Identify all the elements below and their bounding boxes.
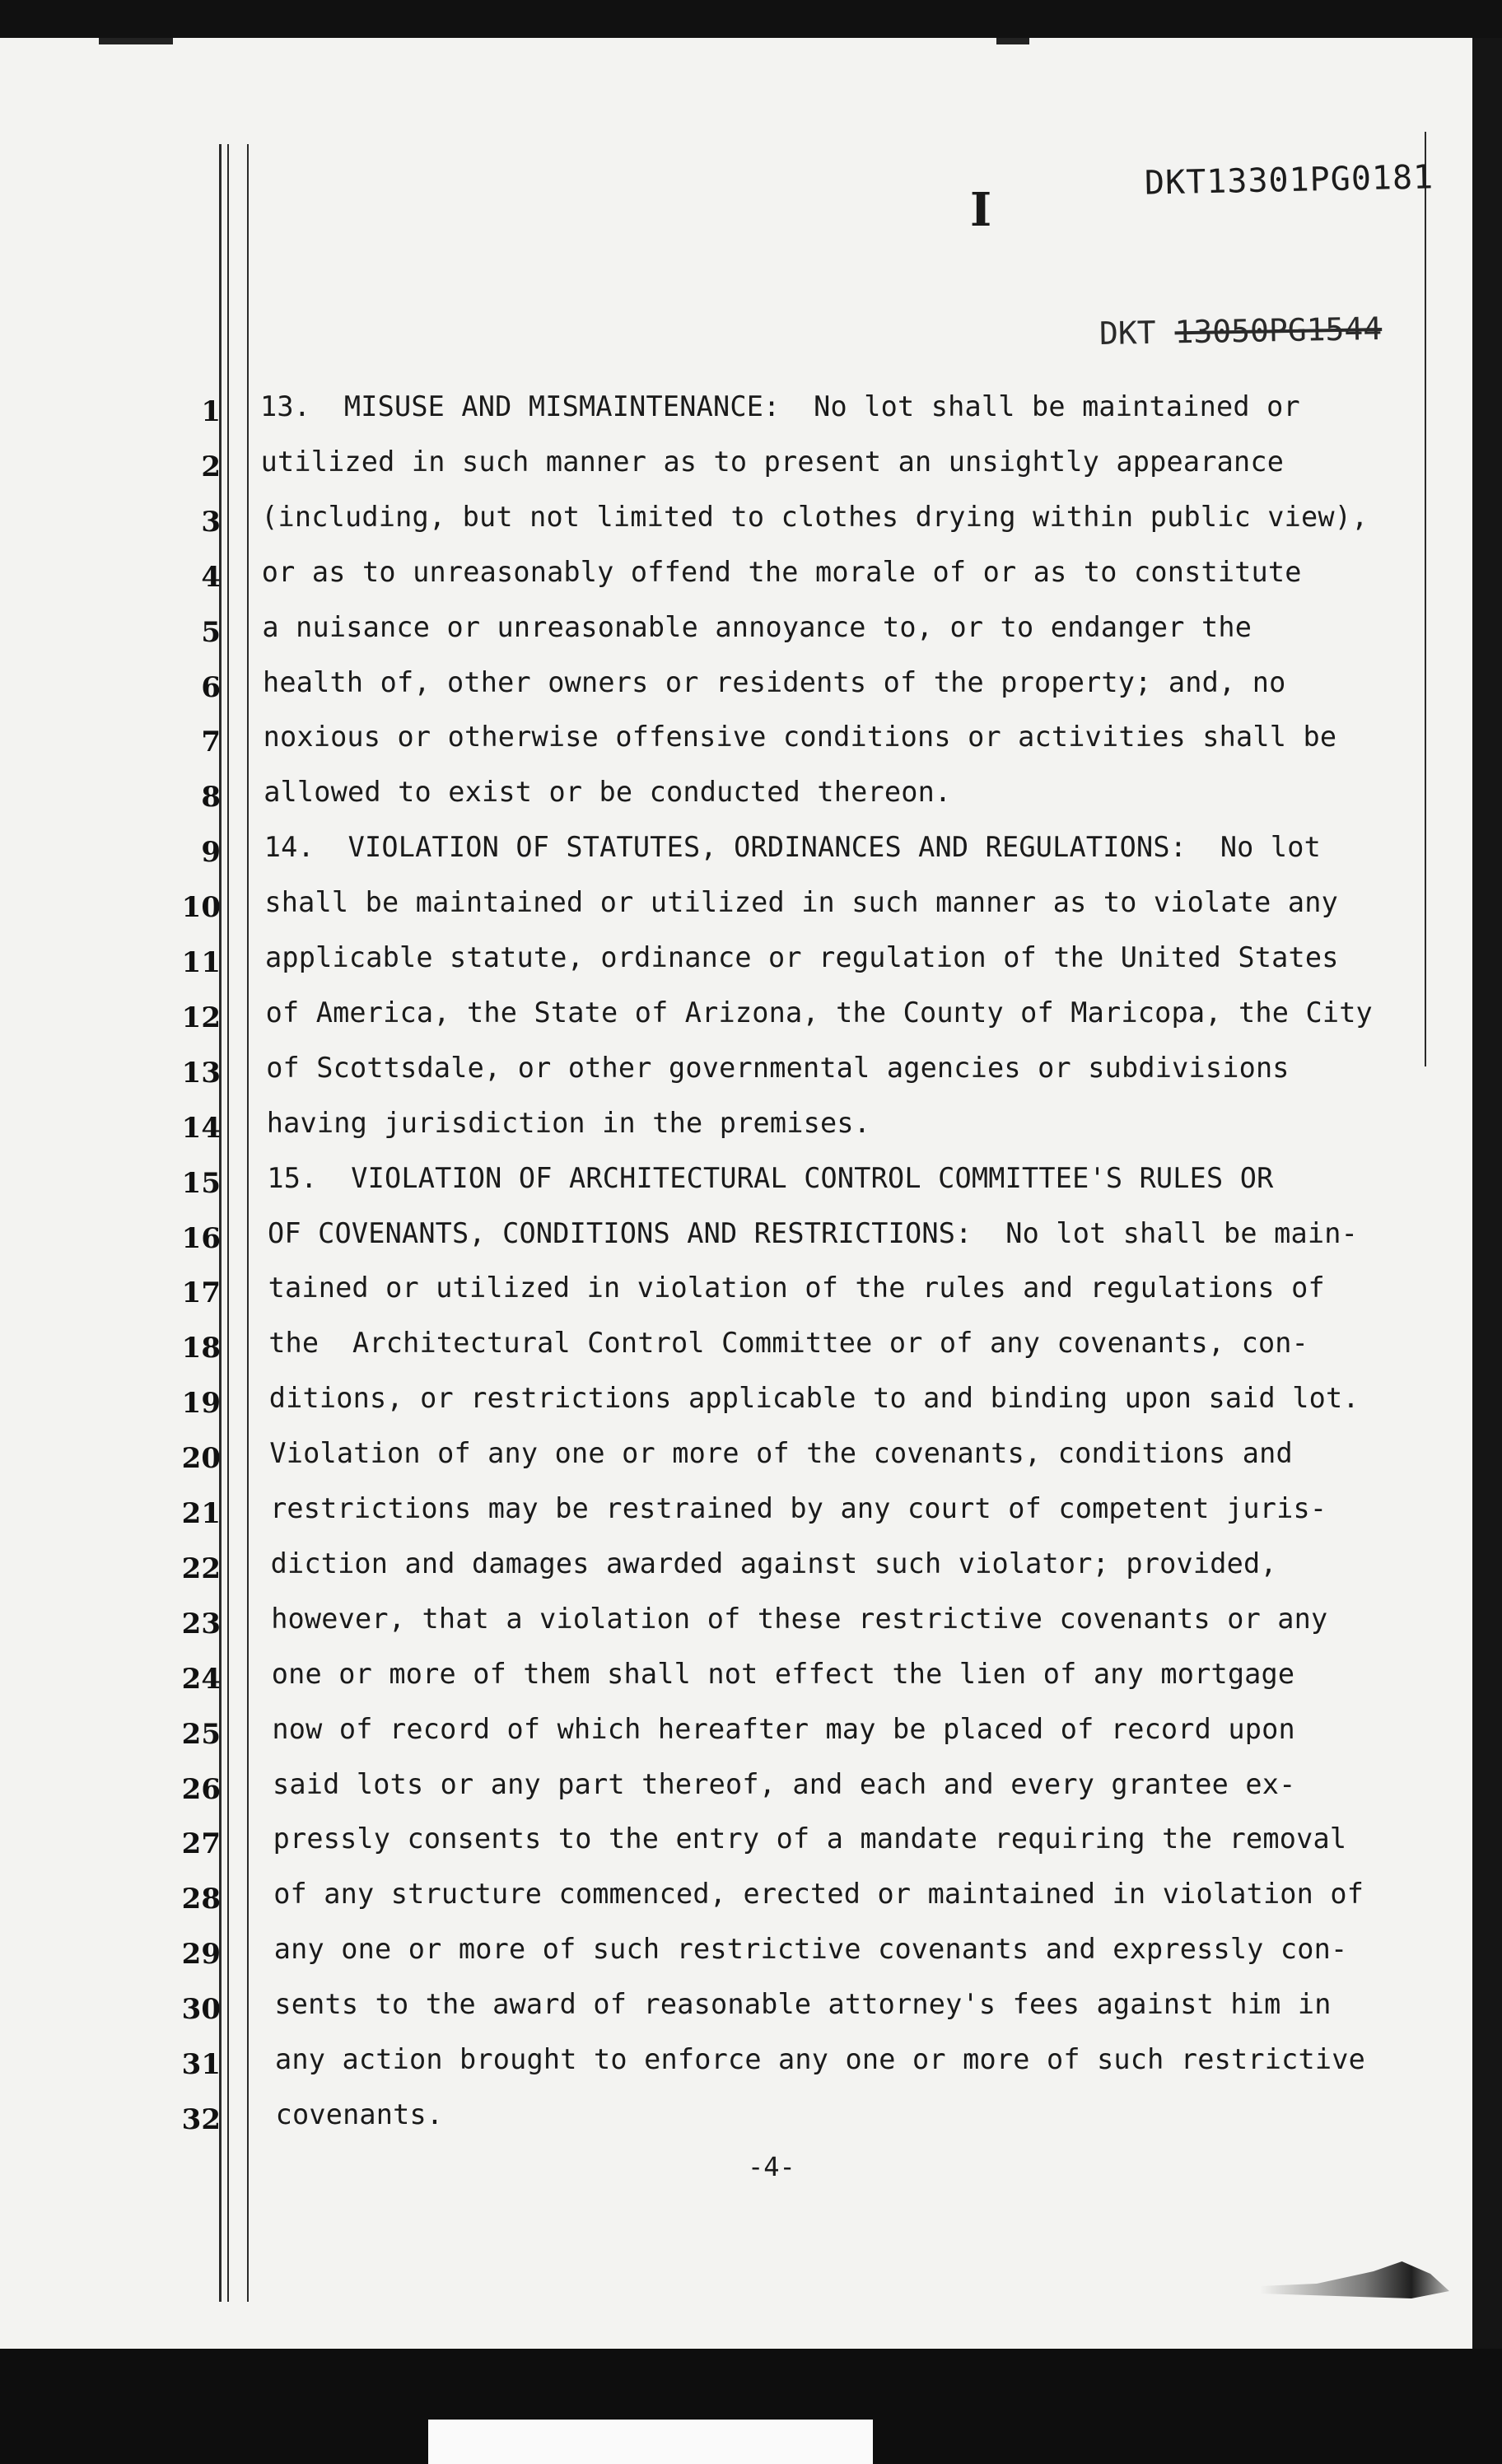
document-line (0, 881, 1449, 931)
line-number: 12 (181, 1001, 221, 1034)
line-text: now of record of which hereafter may be placed of record upon (272, 1712, 1295, 1745)
scan-top-edge (0, 0, 1502, 38)
document-line (0, 1542, 1449, 1592)
line-number: 11 (181, 946, 221, 979)
document-line (0, 1763, 1449, 1813)
document-line (0, 1983, 1449, 2032)
line-text: Violation of any one or more of the covenants, conditions and (269, 1437, 1293, 1470)
document-line (0, 1102, 1449, 1151)
line-number: 18 (181, 1332, 221, 1365)
line-number: 32 (181, 2102, 221, 2136)
line-number: 4 (201, 560, 221, 594)
line-number: 22 (181, 1552, 221, 1585)
document-line (0, 441, 1449, 490)
superseded-prefix: DKT (1099, 314, 1157, 352)
line-text: or as to unreasonably offend the morale of or as to constitute (261, 555, 1302, 588)
document-line (0, 826, 1449, 875)
scan-speck (99, 38, 173, 44)
line-text: of Scottsdale, or other governmental agencies or subdivisions (266, 1051, 1290, 1084)
line-text: (including, but not limited to clothes drying within public view), (261, 500, 1369, 533)
scan-bottom-edge (0, 2349, 1502, 2420)
document-line (0, 661, 1449, 711)
line-number: 10 (181, 891, 221, 925)
line-text: having jurisdiction in the premises. (266, 1106, 871, 1139)
line-text: the Architectural Control Committee or of any covenants, con- (268, 1327, 1309, 1360)
document-line (0, 2093, 1449, 2143)
line-number: 6 (201, 670, 221, 704)
line-text: pressly consents to the entry of a mandate requiring the removal (273, 1822, 1347, 1855)
document-line (0, 385, 1449, 435)
line-number: 26 (181, 1772, 221, 1806)
line-text: 14. VIOLATION OF STATUTES, ORDINANCES AND REGULATIONS: No lot (264, 831, 1322, 864)
scan-bottom-notch (0, 2420, 428, 2464)
line-number: 17 (181, 1276, 221, 1310)
line-number: 8 (201, 781, 221, 814)
line-number: 30 (181, 1993, 221, 2027)
document-line (0, 606, 1449, 656)
line-text: any action brought to enforce any one or more of such restrictive (275, 2043, 1365, 2075)
line-text: one or more of them shall not effect the lien of any mortgage (271, 1657, 1295, 1690)
line-number: 24 (181, 1662, 221, 1696)
line-text: utilized in such manner as to present an unsightly appearance (260, 445, 1285, 478)
line-text: covenants. (275, 2098, 444, 2130)
line-number: 21 (181, 1497, 221, 1530)
line-number: 9 (201, 836, 221, 870)
line-text: of any structure commenced, erected or maintained in violation of (273, 1878, 1364, 1911)
line-number: 25 (181, 1717, 221, 1751)
document-line (0, 1598, 1449, 1647)
line-number: 1 (201, 395, 221, 428)
document-line (0, 1322, 1449, 1371)
superseded-number: 13050PG1544 (1174, 310, 1383, 351)
line-number: 31 (181, 2048, 221, 2081)
document-line (0, 2038, 1449, 2088)
line-text: a nuisance or unreasonable annoyance to, or to endanger the (262, 610, 1252, 643)
line-text: any one or more of such restrictive covenants and expressly con- (273, 1933, 1348, 1966)
document-line (0, 1873, 1449, 1922)
document-line (0, 1432, 1449, 1482)
docket-reference: DKT13301PG0181 (1144, 158, 1434, 203)
scan-bottom-notch (873, 2420, 1502, 2464)
line-number: 23 (181, 1607, 221, 1640)
document-line (0, 771, 1449, 820)
line-number: 5 (201, 615, 221, 649)
line-number: 19 (181, 1387, 221, 1421)
line-text: allowed to exist or be conducted thereon. (264, 776, 952, 809)
line-text: said lots or any part thereof, and each and every grantee ex- (273, 1767, 1296, 1800)
document-line (0, 551, 1449, 600)
document-line (0, 496, 1449, 545)
scan-smudge (1260, 2256, 1449, 2306)
document-line (0, 936, 1449, 986)
line-text: restrictions may be restrained by any court of competent juris- (270, 1492, 1327, 1524)
line-text: diction and damages awarded against such violator; provided, (270, 1547, 1277, 1580)
document-line (0, 1653, 1449, 1702)
line-text: shall be maintained or utilized in such manner as to violate any (264, 886, 1338, 919)
document-line (0, 1377, 1449, 1426)
scan-speck (996, 38, 1029, 44)
line-text: ditions, or restrictions applicable to and binding upon said lot. (268, 1382, 1360, 1415)
line-text: 15. VIOLATION OF ARCHITECTURAL CONTROL COMMITTEE'S RULES OR (267, 1161, 1274, 1194)
document-line (0, 1487, 1449, 1537)
line-number: 14 (181, 1111, 221, 1145)
document-line (0, 1047, 1449, 1096)
document-line (0, 1157, 1449, 1206)
line-text: 13. MISUSE AND MISMAINTENANCE: No lot shall be maintained or (260, 390, 1300, 422)
header-mark: I (970, 183, 992, 237)
line-number: 28 (181, 1883, 221, 1916)
document-line (0, 1818, 1449, 1867)
line-number: 3 (201, 505, 221, 539)
document-line (0, 1928, 1449, 1977)
document-line (0, 1212, 1449, 1262)
scan-right-edge (1472, 38, 1502, 2349)
line-text: OF COVENANTS, CONDITIONS AND RESTRICTIONS: No lot shall be main- (268, 1216, 1358, 1249)
line-number: 20 (181, 1442, 221, 1476)
line-text: health of, other owners or residents of the property; and, no (263, 665, 1286, 698)
line-number: 2 (201, 450, 221, 483)
superseded-reference (1099, 310, 1383, 352)
line-text: of America, the State of Arizona, the County of Maricopa, the City (265, 996, 1373, 1029)
document-line (0, 992, 1449, 1041)
line-text: tained or utilized in violation of the rules and regulations of (268, 1272, 1325, 1304)
line-text: sents to the award of reasonable attorney's fees against him in (274, 1988, 1332, 2021)
document-line (0, 716, 1449, 765)
line-number: 27 (181, 1827, 221, 1861)
line-number: 7 (201, 726, 221, 759)
line-number: 15 (181, 1166, 221, 1200)
line-text: applicable statute, ordinance or regulation of the United States (265, 941, 1339, 973)
line-number: 16 (181, 1221, 221, 1255)
document-line (0, 1708, 1449, 1757)
document-line (0, 1267, 1449, 1316)
line-text: however, that a violation of these restrictive covenants or any (271, 1602, 1328, 1635)
line-text: noxious or otherwise offensive conditions or activities shall be (263, 721, 1337, 754)
line-number: 13 (181, 1056, 221, 1090)
page-number: -4- (748, 2151, 795, 2182)
line-number: 29 (181, 1938, 221, 1972)
